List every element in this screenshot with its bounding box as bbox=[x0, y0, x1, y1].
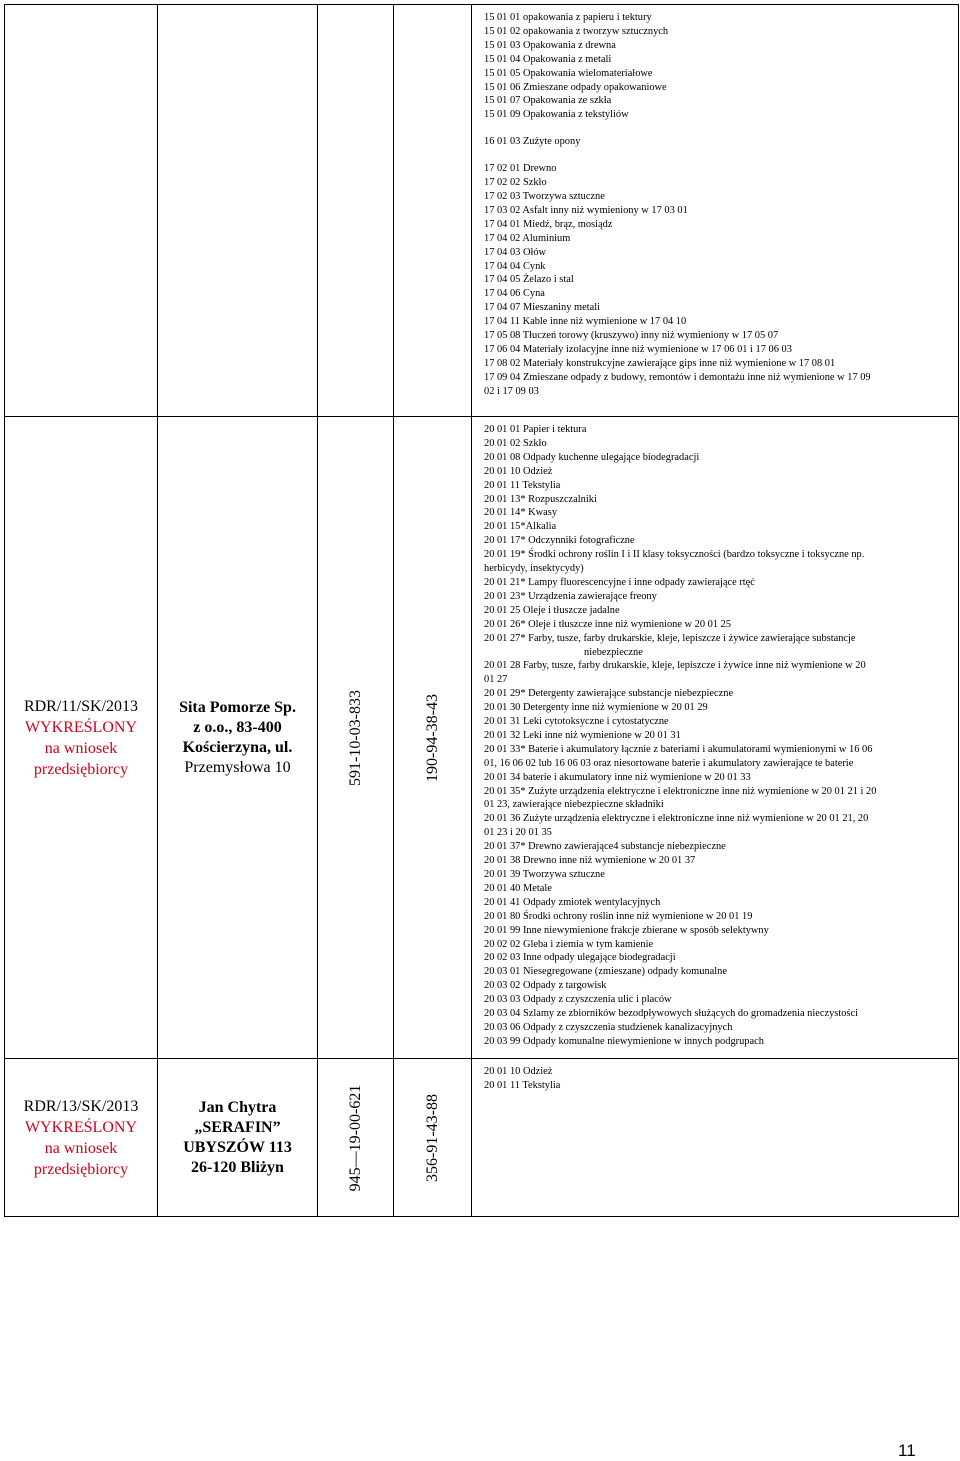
waste-code-line: 20 01 13* Rozpuszczalniki bbox=[484, 493, 597, 505]
waste-code-line: 17 02 03 Tworzywa sztuczne bbox=[484, 190, 605, 202]
waste-code-line: 20 01 28 Farby, tusze, farby drukarskie, kleje, lepiszcze i żywice inne niż wymienione w 20 bbox=[484, 660, 866, 672]
waste-code-line: 20 01 19* Środki ochrony roślin I i II klasy toksyczności (bardzo toksyczne i toksyczne np. bbox=[484, 549, 865, 561]
waste-code-line: 17 04 01 Miedź, brąz, mosiądz bbox=[484, 218, 613, 230]
status-deleted: WYKREŚLONY bbox=[25, 1118, 137, 1136]
register-row-sita-pomorze bbox=[5, 417, 959, 1059]
register-table bbox=[4, 4, 959, 1217]
waste-code-line: 20 03 04 Szlamy ze zbiorników bezodpływowych służących do gromadzenia nieczystości bbox=[484, 1008, 858, 1020]
waste-code-line: 20 01 31 Leki cytotoksyczne i cytostatyczne bbox=[484, 716, 669, 728]
waste-code-line: 20 01 40 Metale bbox=[484, 882, 552, 894]
registration-number: RDR/11/SK/2013 bbox=[23, 697, 139, 715]
status-deleted: WYKREŚLONY bbox=[25, 718, 137, 736]
nip-number: 591-10-03-833 bbox=[346, 689, 364, 786]
waste-code-line: 20 03 06 Odpady z czyszczenia studzienek kanalizacyjnych bbox=[484, 1021, 733, 1033]
company-line: 26-120 Bliżyn bbox=[191, 1158, 284, 1176]
regon-cell bbox=[394, 5, 472, 417]
waste-code-line: 17 05 08 Tłuczeń torowy (kruszywo) inny niż wymieniony w 17 05 07 bbox=[484, 330, 779, 342]
waste-code-line: 20 01 39 Tworzywa sztuczne bbox=[484, 869, 605, 880]
waste-code-line: 20 01 02 Szkło bbox=[484, 437, 547, 449]
company-line: Jan Chytra bbox=[198, 1098, 277, 1116]
waste-code-line: 20 01 23* Urządzenia zawierające freony bbox=[484, 590, 657, 602]
waste-code-line: 20 02 02 Gleba i ziemia w tym kamienie bbox=[484, 938, 654, 950]
waste-code-line: 15 01 02 opakowania z tworzyw sztucznych bbox=[484, 25, 669, 37]
waste-code-line: 20 02 03 Inne odpady ulegające biodegradacji bbox=[484, 952, 676, 964]
company-street: Przemysłowa 10 bbox=[184, 758, 291, 776]
waste-code-line: 01 23 i 20 01 35 bbox=[484, 827, 552, 839]
register-row-serafin bbox=[5, 1059, 959, 1217]
waste-code-line: 20 01 36 Zużyte urządzenia elektryczne i elektroniczne inne niż wymienione w 20 01 21, 20 bbox=[484, 813, 869, 825]
waste-code-line: 17 06 04 Materiały izolacyjne inne niż wymienione w 17 06 01 i 17 06 03 bbox=[484, 343, 792, 355]
registration-number: RDR/13/SK/2013 bbox=[23, 1097, 139, 1115]
nip-cell bbox=[318, 417, 394, 1059]
waste-code-line: 20 01 17* Odczynniki fotograficzne bbox=[484, 535, 635, 547]
waste-code-line: 20 03 03 Odpady z czyszczenia ulic i placów bbox=[484, 994, 672, 1006]
regon-number: 356-91-43-88 bbox=[423, 1093, 441, 1182]
waste-code-line: 20 01 80 Środki ochrony roślin inne niż wymienione w 20 01 19 bbox=[484, 910, 753, 922]
waste-code-line: 20 01 26* Oleje i tłuszcze inne niż wymienione w 20 01 25 bbox=[484, 618, 732, 630]
company-cell bbox=[158, 5, 318, 417]
waste-code-line: 15 01 09 Opakowania z tekstyliów bbox=[484, 109, 629, 121]
waste-code-line: 17 04 05 Żelazo i stal bbox=[484, 274, 574, 286]
waste-code-line: 20 01 10 Odzież bbox=[484, 465, 553, 477]
waste-code-line: 20 01 37* Drewno zawierające4 substancje niebezpieczne bbox=[484, 841, 726, 853]
status-line: na wniosek bbox=[44, 1139, 118, 1157]
waste-code-line: 20 01 33* Baterie i akumulatory łącznie z bateriami i akumulatorami wymienionymi w 16 06 bbox=[484, 743, 873, 755]
waste-code-line: 20 01 14* Kwasy bbox=[484, 507, 558, 519]
regon-number: 190-94-38-43 bbox=[423, 693, 441, 782]
status-line: na wniosek bbox=[44, 739, 118, 757]
waste-code-line: 17 04 06 Cyna bbox=[484, 288, 545, 300]
waste-code-line: 15 01 07 Opakowania ze szkła bbox=[484, 95, 612, 107]
waste-code-line: 20 01 11 Tekstylia bbox=[484, 1079, 561, 1091]
waste-code-line: 20 01 41 Odpady zmiotek wentylacyjnych bbox=[484, 896, 661, 908]
waste-code-list bbox=[484, 423, 950, 1049]
waste-code-line: 02 i 17 09 03 bbox=[484, 385, 539, 397]
waste-code-line: 17 02 01 Drewno bbox=[484, 163, 557, 175]
waste-code-line: 20 01 30 Detergenty inne niż wymienione w 20 01 29 bbox=[484, 702, 708, 714]
waste-code-line: herbicydy, insektycydy) bbox=[484, 563, 584, 575]
waste-code-line: 20 03 02 Odpady z targowisk bbox=[484, 980, 607, 992]
waste-code-line: 15 01 05 Opakowania wielomateriałowe bbox=[484, 67, 653, 79]
nip-cell bbox=[318, 5, 394, 417]
company-line: UBYSZÓW 113 bbox=[183, 1138, 292, 1156]
waste-code-line: 20 01 25 Oleje i tłuszcze jadalne bbox=[484, 604, 620, 616]
waste-code-line: 17 04 11 Kable inne niż wymienione w 17 04 10 bbox=[484, 316, 687, 328]
waste-code-line: 20 01 99 Inne niewymienione frakcje zbierane w sposób selektywny bbox=[484, 924, 769, 936]
waste-code-line: 20 01 10 Odzież bbox=[484, 1066, 553, 1077]
waste-code-line: 17 09 04 Zmieszane odpady z budowy, remontów i demontażu inne niż wymienione w 17 09 bbox=[484, 371, 871, 383]
waste-code-line: 20 03 01 Niesegregowane (zmieszane) odpady komunalne bbox=[484, 966, 727, 978]
company-line: Kościerzyna, ul. bbox=[182, 738, 293, 756]
waste-code-line: 01, 16 06 02 lub 16 06 03 oraz niesortowane baterie i akumulatory zawierające te baterie bbox=[484, 757, 854, 769]
company-line: z o.o., 83-400 bbox=[193, 718, 282, 736]
waste-code-line: 15 01 04 Opakowania z metali bbox=[484, 53, 612, 65]
waste-codes-cell bbox=[472, 1059, 959, 1217]
waste-code-line: 20 03 99 Odpady komunalne niewymienione w innych podgrupach bbox=[484, 1035, 764, 1047]
waste-code-line: 20 01 32 Leki inne niż wymienione w 20 01 31 bbox=[484, 729, 681, 741]
waste-code-line: 15 01 01 opakowania z papieru i tektury bbox=[484, 12, 652, 23]
regon-cell bbox=[394, 1059, 472, 1217]
waste-code-line: 20 01 29* Detergenty zawierające substancje niebezpieczne bbox=[484, 688, 734, 700]
waste-code-line: 17 03 02 Asfalt inny niż wymieniony w 17 03 01 bbox=[484, 204, 688, 216]
company-cell bbox=[158, 1059, 318, 1217]
waste-code-line: 15 01 06 Zmieszane odpady opakowaniowe bbox=[484, 81, 667, 93]
company-line: „SERAFIN” bbox=[194, 1118, 281, 1136]
waste-code-line: 20 01 27* Farby, tusze, farby drukarskie, kleje, lepiszcze i żywice zawierające substancje bbox=[484, 632, 856, 644]
waste-code-line: 17 04 02 Aluminium bbox=[484, 232, 571, 244]
nip-cell bbox=[318, 1059, 394, 1217]
waste-code-line: 17 04 07 Mieszaniny metali bbox=[484, 302, 601, 314]
waste-codes-cell bbox=[472, 5, 959, 417]
waste-codes-cell bbox=[472, 417, 959, 1059]
waste-code-line: 17 04 04 Cynk bbox=[484, 260, 546, 272]
waste-code-line: 20 01 11 Tekstylia bbox=[484, 479, 561, 491]
nip-number: 945—19-00-621 bbox=[346, 1084, 364, 1191]
reg-no-cell bbox=[5, 5, 158, 417]
waste-code-line: 17 02 02 Szkło bbox=[484, 177, 547, 189]
waste-code-line: 20 01 01 Papier i tektura bbox=[484, 424, 587, 435]
waste-code-line: 20 01 21* Lampy fluorescencyjne i inne odpady zawierające rtęć bbox=[484, 576, 755, 588]
reg-no-cell bbox=[5, 1059, 158, 1217]
status-line: przedsiębiorcy bbox=[33, 760, 129, 778]
waste-code-line: 15 01 03 Opakowania z drewna bbox=[484, 39, 616, 51]
waste-code-line: niebezpieczne bbox=[584, 646, 643, 658]
company-cell bbox=[158, 417, 318, 1059]
waste-code-line: 17 08 02 Materiały konstrukcyjne zawierające gips inne niż wymienione w 17 08 01 bbox=[484, 357, 836, 369]
waste-code-line: 01 23, zawierające niebezpieczne składniki bbox=[484, 799, 664, 811]
waste-code-line: 20 01 08 Odpady kuchenne ulegające biodegradacji bbox=[484, 451, 700, 463]
reg-no-cell bbox=[5, 417, 158, 1059]
waste-code-line: 17 04 03 Ołów bbox=[484, 246, 547, 258]
company-line: Sita Pomorze Sp. bbox=[179, 698, 296, 716]
waste-code-line: 01 27 bbox=[484, 674, 508, 686]
page-number: 11 bbox=[898, 1441, 916, 1460]
status-line: przedsiębiorcy bbox=[33, 1160, 129, 1178]
waste-code-line: 20 01 38 Drewno inne niż wymienione w 20 01 37 bbox=[484, 855, 696, 867]
regon-cell bbox=[394, 417, 472, 1059]
waste-code-line: 16 01 03 Zużyte opony bbox=[484, 136, 581, 148]
waste-code-line: 20 01 35* Zużyte urządzenia elektryczne i elektroniczne inne niż wymienione w 20 01 21 i 20 bbox=[484, 785, 877, 797]
waste-code-line: 20 01 34 baterie i akumulatory inne niż wymienione w 20 01 33 bbox=[484, 771, 751, 783]
waste-code-line: 20 01 15*Alkalia bbox=[484, 521, 557, 533]
register-row-continuation bbox=[5, 5, 959, 417]
